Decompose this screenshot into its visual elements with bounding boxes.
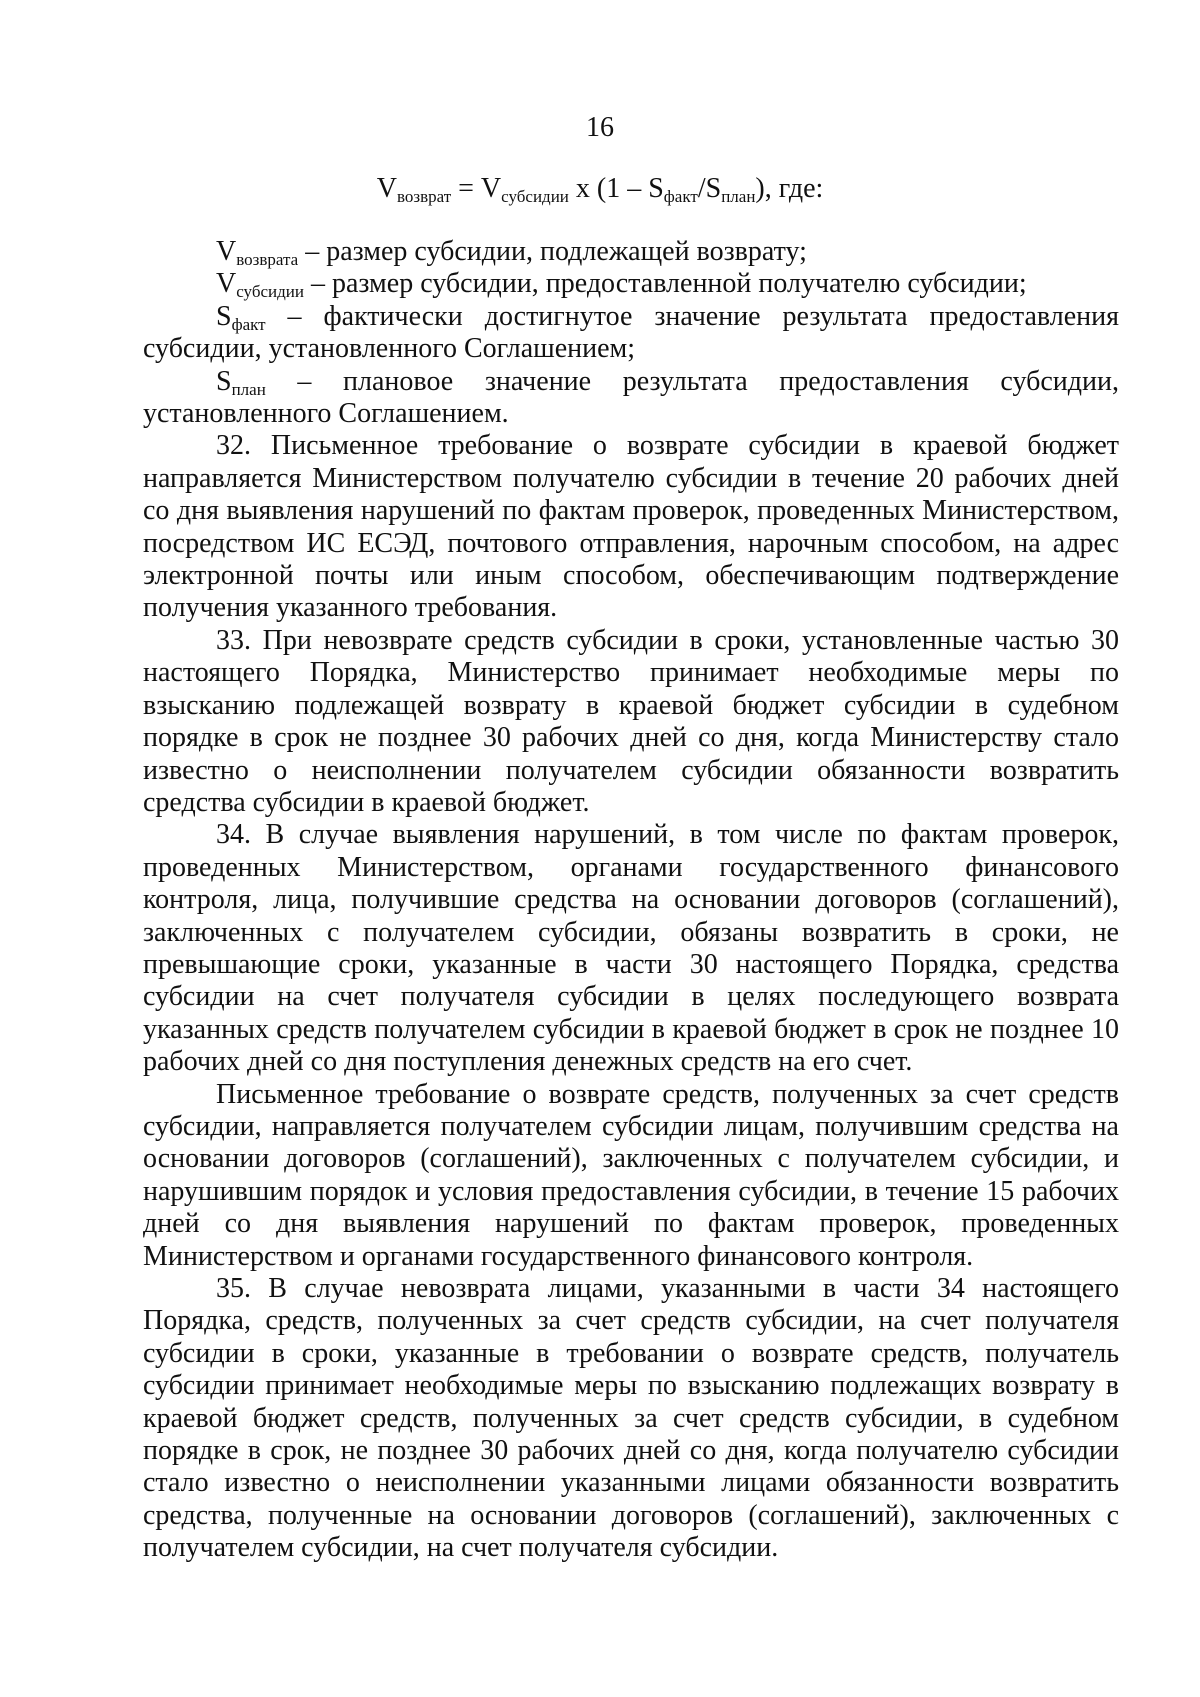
paragraph-32: 32. Письменное требование о возврате субсидии в краевой бюджет направляется Министерством получателю субсидии в течение 20 рабочих дней со дня выявления нарушений по фактам проверок, проведенных Министерством, посредством ИС ЕСЭД, почтового отправления, нарочным способом, на адрес электронной почты или иным способом, обеспечивающим подтверждение получения указанного требования. (143, 430, 1119, 624)
page-number: 16 (586, 112, 614, 143)
formula-s-fact: $S_{факт}$ (648, 173, 698, 206)
definition-s-fact: $S_{факт}$ – фактически достигнутое значение результата предоставления субсидии, установленного Соглашением; (143, 300, 1119, 365)
document-body (143, 236, 1119, 1565)
formula-v-return: $V_{возврат}$ (376, 173, 452, 206)
return-formula: $V_{возврат} = V_{субсидии}$ x $(1 - S_{факт}/S_{план})$, где: (376, 173, 824, 206)
paragraph-34-demand: Письменное требование о возврате средств, полученных за счет средств субсидии, направляется получателем субсидии лицам, получившим средства на основании договоров (соглашений), заключенных с получателем субсидии, и нарушившим порядок и условия предоставления субсидии, в течение 15 рабочих дней со дня выявления нарушений по фактам проверок, проведенных Министерством и органами государственного финансового контроля. (143, 1078, 1119, 1272)
definition-v-subsidy: $V_{субсидии}$ – размер субсидии, предоставленной получателю субсидии; (216, 268, 1027, 302)
paragraph-35: 35. В случае невозврата лицами, указанными в части 34 настоящего Порядка, средств, полученных за счет средств субсидии, на счет получателя субсидии в сроки, указанные в требовании о возврате средств, получатель субсидии принимает необходимые меры по взысканию подлежащих возврату в краевой бюджет средств, полученных за счет средств субсидии, в судебном порядке в срок, не позднее 30 рабочих дней со дня, когда получателю субсидии стало известно о неисполнении указанными лицами обязанности возвратить средства, полученные на основании договоров (соглашений), заключенных с получателем субсидии, на счет получателя субсидии. (143, 1273, 1119, 1564)
definition-s-plan: $S_{план}$ – плановое значение результата предоставления субсидии, установленного Соглашением. (143, 365, 1119, 430)
formula-v-subsidy: $V_{субсидии}$ (480, 173, 569, 206)
paragraph-34: 34. В случае выявления нарушений, в том числе по фактам проверок, проведенных Министерством, органами государственного финансового контроля, лица, получившие средства на основании договоров (соглашений), заключенных с получателем субсидии, обязаны возвратить в сроки, не превышающие сроки, указанные в части 30 настоящего Порядка, средства субсидии на счет получателя субсидии в целях последующего возврата указанных средств получателем субсидии в краевой бюджет в срок не позднее 10 рабочих дней со дня поступления денежных средств на его счет. (143, 819, 1119, 1078)
paragraph-33: 33. При невозврате средств субсидии в сроки, установленные частью 30 настоящего Порядка, Министерство принимает необходимые меры по взысканию подлежащей возврату в краевой бюджет субсидии в судебном порядке в срок не позднее 30 рабочих дней со дня, когда Министерству стало известно о неисполнении получателем субсидии обязанности возвратить средства субсидии в краевой бюджет. (143, 624, 1119, 818)
formula-s-plan: $S_{план}$ (705, 173, 756, 206)
definition-v-return: $V_{возврата}$ – размер субсидии, подлежащей возврату; (216, 236, 807, 269)
